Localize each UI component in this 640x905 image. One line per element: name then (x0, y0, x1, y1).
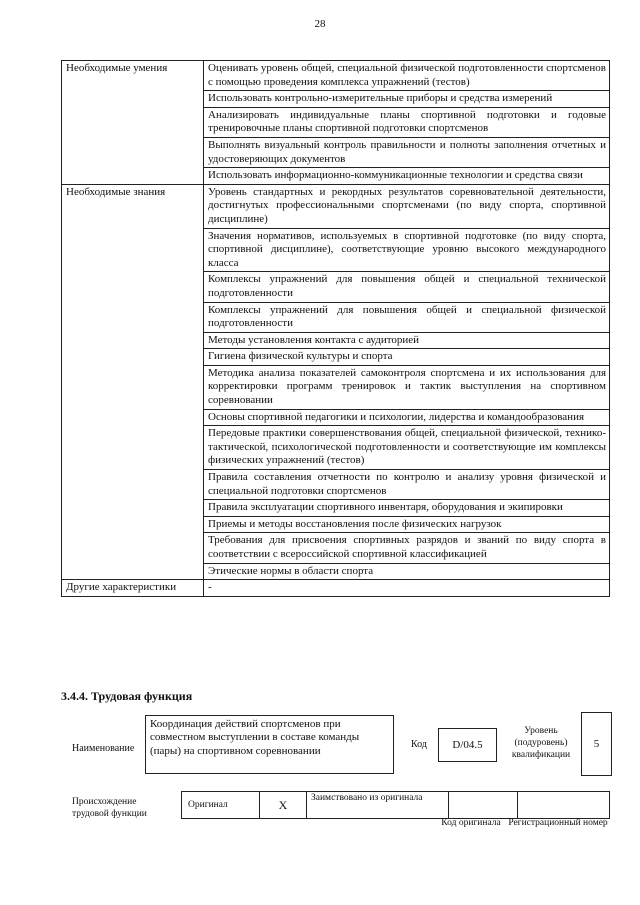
table-cell: Методика анализа показателей самоконтроля спортсмена и их использования для корректировки программ тренировок и тактик выступления на спортивном соревновании (204, 365, 610, 409)
row-label: Необходимые умения (62, 61, 204, 185)
table-cell: Использовать контрольно-измерительные приборы и средства измерений (204, 91, 610, 108)
row-label: Необходимые знания (62, 184, 204, 579)
table-cell: Гигиена физической культуры и спорта (204, 349, 610, 366)
origin-mark-cell (260, 792, 307, 819)
table-cell: - (204, 580, 610, 597)
table-cell: Оценивать уровень общей, специальной физической подготовленности спортсменов с помощью проведения комплекса упражнений (тестов) (204, 61, 610, 91)
table-cell: Комплексы упражнений для повышения общей и специальной физической подготовленности (204, 302, 610, 332)
code-value-box: D/04.5 (438, 728, 497, 762)
skills-knowledge-table (61, 60, 610, 597)
table-cell: Комплексы упражнений для повышения общей и специальной технической подготовленности (204, 272, 610, 302)
section-title: 3.4.4. Трудовая функция (61, 689, 193, 703)
table-row (62, 580, 610, 597)
table-cell: Требования для присвоения спортивных разрядов и званий по виду спорта в соответствии с всероссийской спортивной классификацией (204, 533, 610, 563)
level-value-box: 5 (581, 712, 612, 776)
origin-table (181, 791, 610, 819)
origin-label: Происхождение трудовой функции (72, 797, 147, 819)
code-label: Код (411, 739, 427, 750)
table-cell: Анализировать индивидуальные планы спортивной подготовки и годовые тренировочные планы спортивной подготовки спортсменов (204, 107, 610, 137)
origin-original-label: Оригинал (188, 800, 228, 810)
table-cell: Передовые практики совершенствования общей, специальной физической, технико-тактической, психологической подготовленности и соответствующие им комплексы физических упражнений (тестов) (204, 426, 610, 470)
origin-code-cell (449, 792, 518, 819)
page-number: 28 (314, 18, 326, 30)
origin-original-cell (182, 792, 260, 819)
level-label: Уровень (подуровень) квалификации (511, 726, 571, 760)
table-cell: Правила эксплуатации спортивного инвентаря, оборудования и экипировки (204, 500, 610, 517)
table-cell: Методы установления контакта с аудиторией (204, 332, 610, 349)
table-row (62, 184, 610, 228)
name-label: Наименование (72, 743, 135, 754)
origin-reg-cell (518, 792, 610, 819)
row-label: Другие характеристики (62, 580, 204, 597)
origin-borrowed-label: Заимствовано из оригинала (311, 793, 423, 803)
reg-caption: Регистрационный номер (508, 818, 608, 828)
table-cell: Уровень стандартных и рекордных результатов соревновательной деятельности, достигнутых профессиональными спортсменами (по виду спорта, спортивной дисциплине) (204, 184, 610, 228)
table-row (62, 61, 610, 91)
table-cell: Основы спортивной педагогики и психологии, лидерства и командообразования (204, 409, 610, 426)
code-caption: Код оригинала (441, 818, 501, 828)
table-cell: Этические нормы в области спорта (204, 563, 610, 580)
origin-mark: X (278, 797, 288, 812)
table-cell: Выполнять визуальный контроль правильности и полноты заполнения отчетных и удостоверяющих документов (204, 137, 610, 167)
table-cell: Приемы и методы восстановления после физических нагрузок (204, 516, 610, 533)
table-cell: Значения нормативов, используемых в спортивной подготовке (по виду спорта, спортивной дисциплине), соответствующие уровню высокого международного класса (204, 228, 610, 272)
table-cell: Правила составления отчетности по контролю и анализу уровня физической и специальной подготовки спортсменов (204, 470, 610, 500)
table-cell: Использовать информационно-коммуникационные технологии и средства связи (204, 168, 610, 185)
function-name-box: Координация действий спортсменов при совместном выступлении в составе команды (пары) на спортивном соревновании (145, 715, 394, 774)
origin-borrowed-cell (307, 792, 449, 819)
